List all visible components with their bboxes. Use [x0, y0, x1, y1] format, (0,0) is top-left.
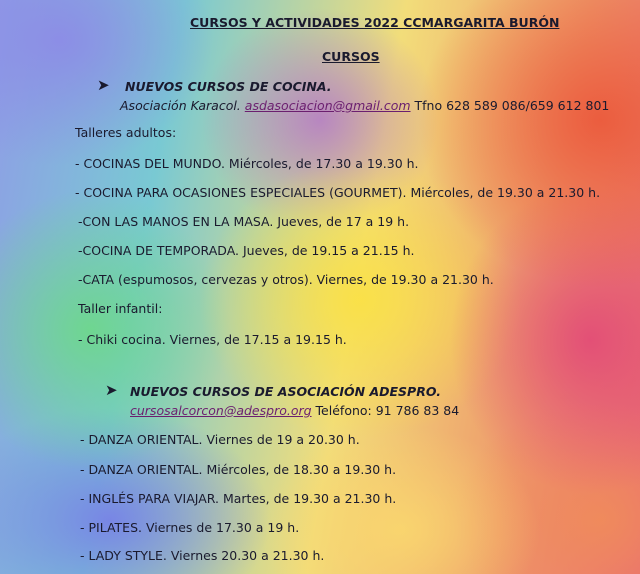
contact-line-karacol [120, 98, 609, 113]
adults-label: Talleres adultos: [75, 125, 177, 140]
list-item: - INGLÉS PARA VIAJAR. Martes, de 19.30 a 21.30 h. [80, 491, 397, 506]
bullet-arrow-icon: ➤ [97, 76, 110, 94]
list-item: - LADY STYLE. Viernes 20.30 a 21.30 h. [80, 548, 325, 563]
list-item: -CON LAS MANOS EN LA MASA. Jueves, de 17 a 19 h. [78, 214, 410, 229]
list-item: - PILATES. Viernes de 17.30 a 19 h. [80, 520, 300, 535]
list-item: - COCINAS DEL MUNDO. Miércoles, de 17.30 a 19.30 h. [75, 156, 419, 171]
contact-line-adespro [130, 403, 459, 418]
phone-number: Teléfono: 91 786 83 84 [315, 403, 460, 418]
email-link[interactable]: asdasociacion@gmail.com [244, 98, 411, 113]
org-name: Asociación Karacol. [120, 98, 241, 113]
phone-number: Tfno 628 589 086/659 612 801 [414, 98, 610, 113]
list-item: - COCINA PARA OCASIONES ESPECIALES (GOURMET). Miércoles, de 19.30 a 21.30 h. [75, 185, 601, 200]
document-subtitle: CURSOS [322, 49, 380, 64]
document-title: CURSOS Y ACTIVIDADES 2022 CCMARGARITA BURÓN [190, 15, 560, 30]
list-item: -CATA (espumosos, cervezas y otros). Viernes, de 19.30 a 21.30 h. [78, 272, 494, 287]
list-item: - Chiki cocina. Viernes, de 17.15 a 19.15 h. [78, 332, 347, 347]
email-link[interactable]: cursosalcorcon@adespro.org [130, 403, 312, 418]
list-item: -COCINA DE TEMPORADA. Jueves, de 19.15 a 21.15 h. [78, 243, 415, 258]
section-heading-adespro: NUEVOS CURSOS DE ASOCIACIÓN ADESPRO. [130, 384, 441, 399]
list-item: - DANZA ORIENTAL. Viernes de 19 a 20.30 h. [80, 432, 360, 447]
section-heading-cocina: NUEVOS CURSOS DE COCINA. [125, 79, 332, 94]
kids-label: Taller infantil: [78, 301, 163, 316]
bullet-arrow-icon: ➤ [105, 381, 118, 399]
list-item: - DANZA ORIENTAL. Miércoles, de 18.30 a 19.30 h. [80, 462, 397, 477]
